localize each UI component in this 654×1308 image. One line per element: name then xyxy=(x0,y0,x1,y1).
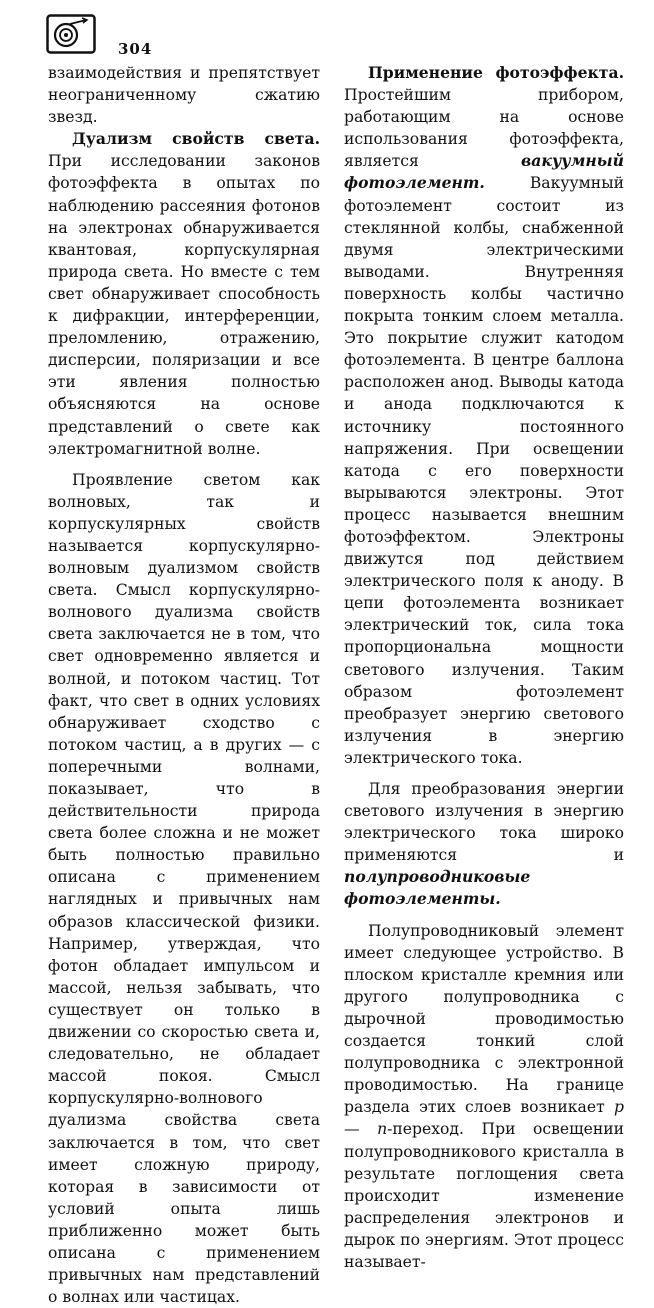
section-heading-duality: Дуализм свойств света. xyxy=(72,129,320,149)
left-column xyxy=(48,62,320,1308)
semiconductor-device-paragraph xyxy=(344,920,624,1274)
term-semiconductor-photocells: полупроводниковые фотоэлементы. xyxy=(344,867,531,909)
disc-logo-icon xyxy=(46,14,96,54)
right-column xyxy=(344,62,624,1273)
photoeffect-text-b: Вакуумный фотоэлемент состоит из стеклянной колбы, снабженной двумя электрическими выводами. Внутренняя поверхность колбы частично покрыта тонким слоем металла. Это покрытие служит катодом фотоэлемента. В центре баллона расположен анод. Выводы катода и анода подключаются к источнику постоянного напряжения. При освещении катода с его поверхности вырываются электроны. Этот процесс называется внешним фотоэффектом. Электроны движутся под действием электрического поля к аноду. В цепи фотоэлемента возникает электрический ток, сила тока пропорциональна мощности светового излучения. Таким образом фотоэлемент преобразует энергию светового излучения в энергию электрического тока. xyxy=(344,174,624,767)
duality-text: При исследовании законов фотоэффекта в опытах по наблюдению рассеяния фотонов на электронах обнаруживается квантовая, корпускулярная природа света. Но вместе с тем свет обнаруживает способность к дифракции, интерференции, преломлению, отражению, дисперсии, поляризации и все эти явления полностью объясняются на основе представлений о свете как электромагнитной волне. xyxy=(48,152,320,458)
device-text-a: Полупроводниковый элемент имеет следующее устройство. В плоском кристалле кремния или другого полупроводника с дырочной проводимостью создается тонкий слой полупроводника с электронной проводимостью. На границе раздела этих слоев возникает xyxy=(344,921,624,1117)
page-number: 304 xyxy=(118,40,153,58)
photoeffect-text-a: Простейшим прибором, работающим на основе использования фотоэффекта, является xyxy=(344,86,624,171)
semiconductor-intro-paragraph xyxy=(344,778,624,911)
duality-paragraph xyxy=(48,128,320,459)
photoeffect-paragraph xyxy=(344,62,624,769)
device-text-b: -переход. При освещении полупроводникового кристалла в результате поглощения света происходит изменение распределения электронов и дырок по энергиям. Этот процесс называет- xyxy=(344,1120,624,1271)
book-logo xyxy=(46,14,96,54)
term-vacuum-photocell: вакуумный фотоэлемент. xyxy=(344,151,624,193)
semiconductor-intro-text: Для преобразования энергии светового излучения в энергию электрического тока широко применяются и xyxy=(344,780,624,865)
pn-junction-term: p — n xyxy=(344,1098,624,1139)
wave-particle-paragraph: Проявление светом как волновых, так и корпускулярных свойств называется корпускулярно-волновым дуализмом свойств света. Смысл корпускулярно-волнового дуализма свойств света заключается не в том, что свет одновременно является и волной, и потоком частиц. Тот факт, что свет в одних условиях обнаруживает сходство с потоком частиц, а в других — с поперечными волнами, показывает, что в действительности природа света более сложна и не может быть полностью правильно описана с применением наглядных и привычных нам образов классической физики. Например, утверждая, что фотон обладает импульсом и массой, нельзя забывать, что существует он только в движении со скоростью света и, следовательно, не обладает массой покоя. Смысл корпускулярно-волнового дуализма свойства света заключается в том, что свет имеет сложную природу, которая в зависимости от условий опыта лишь приближенно может быть описана с применением привычных нам представлений о волнах или частицах. xyxy=(48,470,320,1307)
section-heading-photoeffect: Применение фотоэффекта. xyxy=(368,63,624,82)
continuation-paragraph: взаимодействия и препятствует неограниченному сжатию звезд. xyxy=(48,64,320,127)
